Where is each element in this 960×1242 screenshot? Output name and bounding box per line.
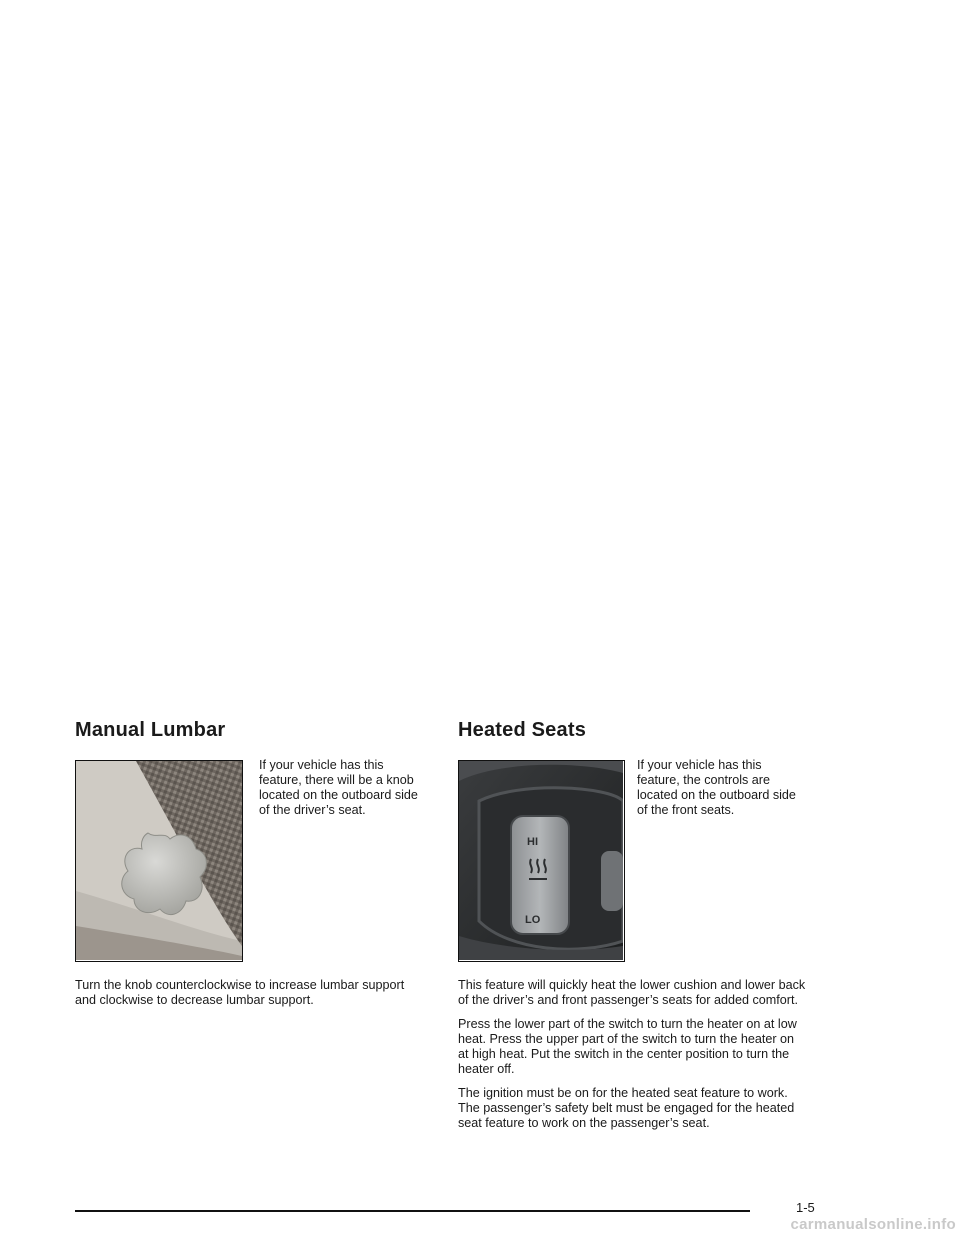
lumbar-body-paragraph: Turn the knob counterclockwise to increase lumbar support and clockwise to decrease lumbar support.: [75, 978, 405, 1007]
lumbar-knob-photo: [75, 760, 243, 962]
lumbar-side-text: If your vehicle has this feature, there will be a knob located on the outboard side of the driver’s seat.: [259, 758, 418, 817]
section-manual-lumbar: [75, 716, 420, 1017]
heated-seat-switch-photo: [458, 760, 625, 962]
section-heated-seats: [458, 716, 808, 1140]
heading-manual-lumbar: Manual Lumbar: [75, 719, 226, 741]
watermark: carmanualsonline.info: [790, 1216, 956, 1233]
figure-row-heated: [458, 760, 808, 962]
figure-row-lumbar: [75, 760, 420, 962]
heated-body-paragraph-3: The ignition must be on for the heated seat feature to work. The passenger’s safety belt must be engaged for the heated seat feature to work on the passenger’s seat.: [458, 1086, 795, 1130]
heated-side-text: If your vehicle has this feature, the controls are located on the outboard side of the front seats.: [637, 758, 796, 817]
heading-heated-seats: Heated Seats: [458, 719, 587, 741]
page-number: 1-5: [796, 1200, 815, 1215]
switch-lo-label: LO: [525, 914, 541, 926]
heated-body-paragraph-1: This feature will quickly heat the lower cushion and lower back of the driver’s and front passenger’s seats for added comfort.: [458, 978, 806, 1007]
heated-body-paragraph-2: Press the lower part of the switch to turn the heater on at low heat. Press the upper part of the switch to turn the heater on at high heat. Put the switch in the center position to turn the heater off.: [458, 1017, 797, 1076]
footer-rule: [75, 1210, 750, 1212]
switch-hi-label: HI: [527, 836, 538, 848]
